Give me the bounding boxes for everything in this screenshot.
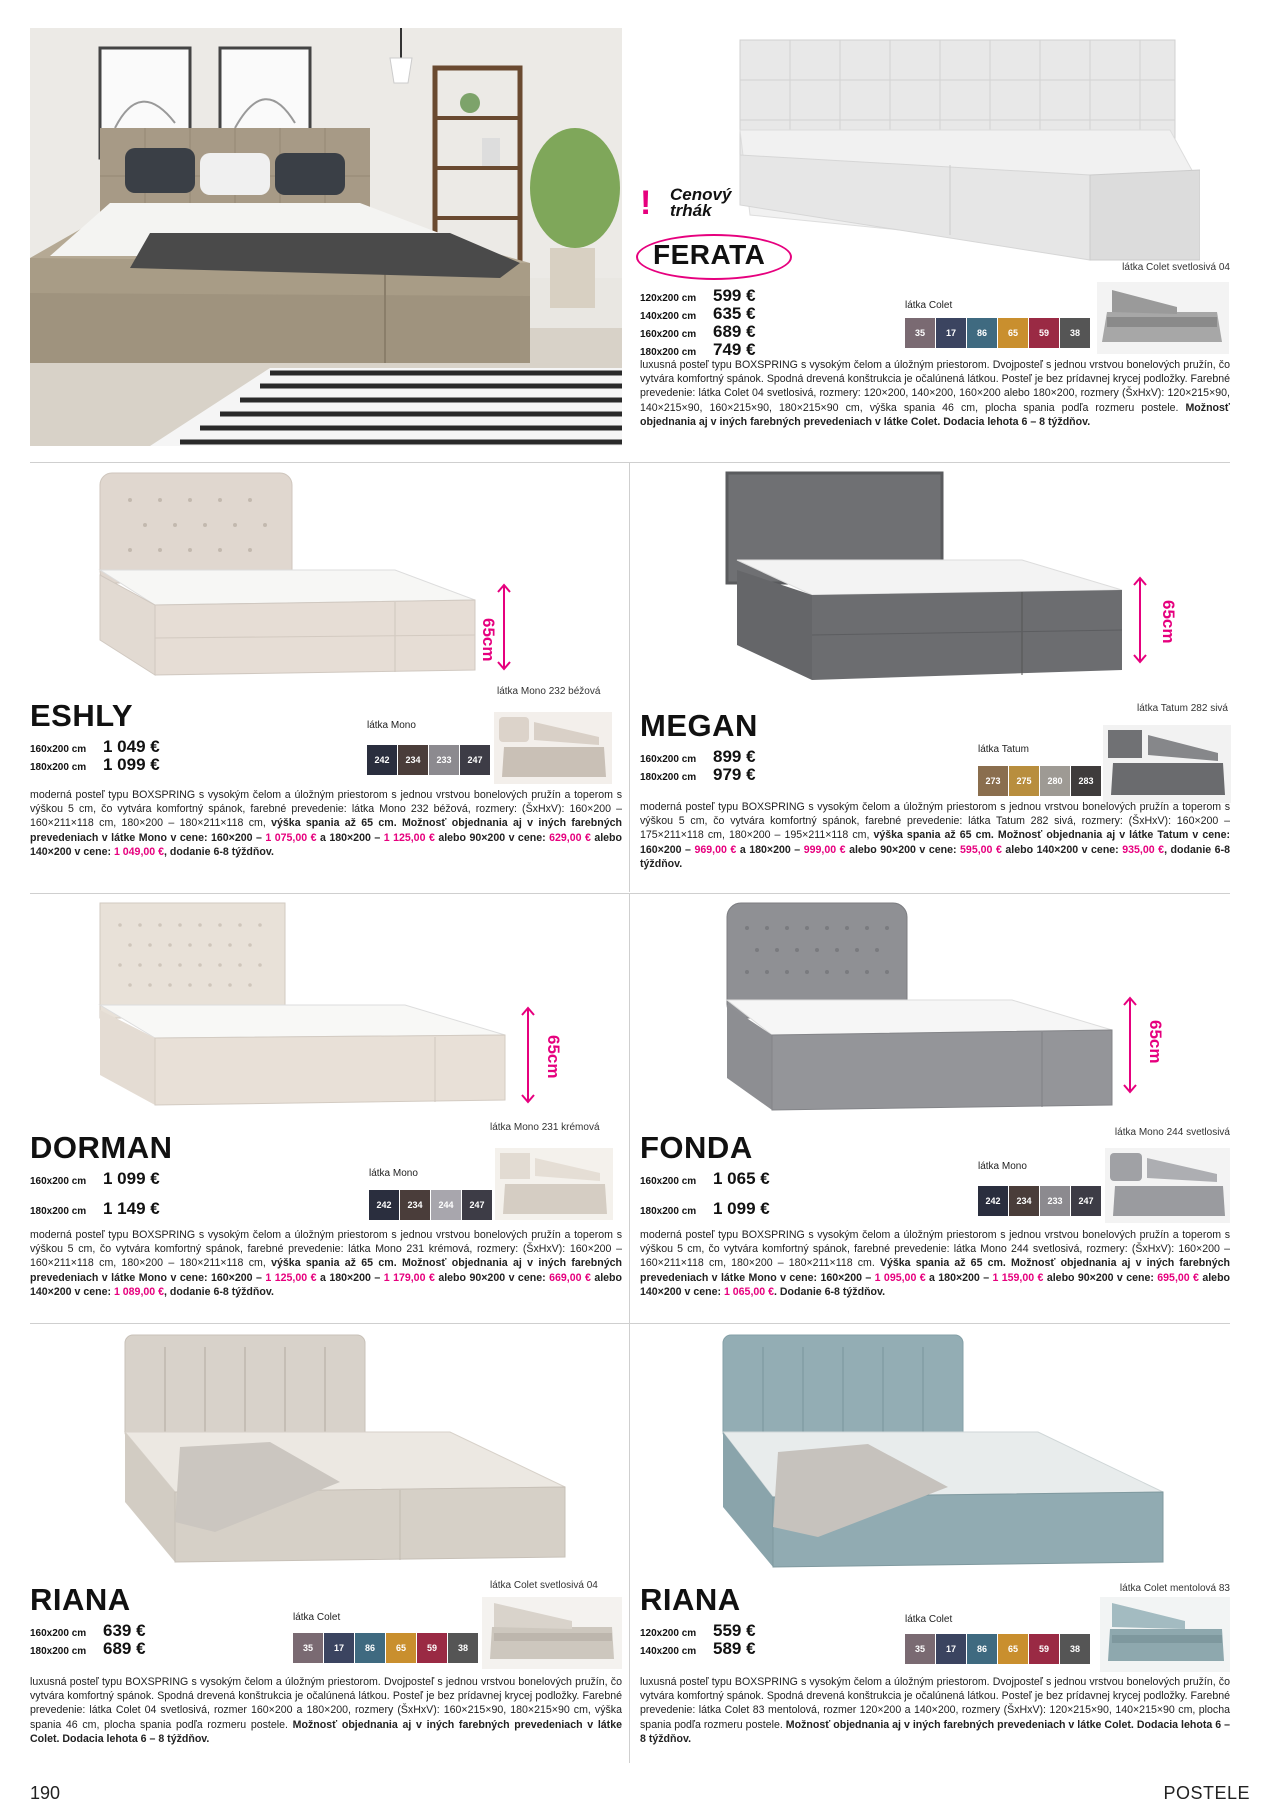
divider [30,1323,1230,1324]
swatch: 17 [936,318,966,348]
desc-bold: Výška spania až 65 cm. Možnosť objednania aj v iných farebných prevedeniach v látke Mono v cene: 160×200 – [640,1257,1230,1284]
megan-storage-thumb [1103,725,1231,803]
price-value: 559 € [713,1621,756,1640]
size-label: 180x200 cm [30,761,87,773]
price-row [30,1622,146,1640]
swatch: 247 [462,1190,492,1220]
badge-line1: Cenový [670,185,732,204]
desc-bold: Možnosť objednania aj v iných farebných prevedeniach v látke Colet. Dodacia lehota 6 – 8 týždňov. [30,1718,622,1745]
desc-bold: a 180×200 – [925,1271,993,1284]
swatch: 35 [293,1633,323,1663]
riana1-name: RIANA [30,1582,131,1617]
eshly-height-label: 65cm [479,618,498,662]
desc-price: 1 049,00 € [113,845,165,858]
desc-bold: . Dodanie 6-8 týždňov. [774,1285,886,1298]
riana1-storage-thumb [482,1597,622,1669]
desc-bold: alebo 140×200 v cene: [30,1271,622,1298]
riana2-description [640,1675,1230,1746]
fonda-name: FONDA [640,1130,753,1165]
riana1-product-photo [120,1332,580,1572]
size-label: 140x200 cm [640,310,697,322]
divider [30,462,1230,463]
desc-price: 1 125,00 € [265,1271,317,1284]
desc-price: 999,00 € [803,843,846,856]
fonda-height-indicator [1122,995,1138,1100]
fonda-caption: látka Mono 244 svetlosivá [1114,1127,1230,1138]
swatch: 247 [1071,1186,1101,1216]
desc-price: 1 095,00 € [874,1271,926,1284]
desc-text: moderná posteľ typu BOXSPRING s vysokým čelom a úložným priestorom s jednou vrstvou bonelových pružín a toperom s výškou 5 cm, čo vytvára komfortný spánok, farebné prevedenie: látka Mono 244 svetlosivá, rozmery: (ŠxHxV): 160×200 – 160×211×118 cm, 180×200 – 180×211×118 cm. [640,1229,1230,1270]
desc-bold: výška spania až 65 cm. Možnosť objednania aj v iných farebných prevedeniach v látke Mono v cene: 160×200 – [30,817,622,844]
desc-bold: alebo 90×200 v cene: [434,831,550,844]
swatch: 38 [1060,1634,1090,1664]
desc-text: moderná posteľ typu BOXSPRING s vysokým čelom a úložným priestorom s jednou vrstvou bonelových pružín a toperom s výškou 5 cm, čo vytvára komfortný spánok, farebné prevedenie: látka Mono 231 krémová, rozmery: (ŠxHxV): 160×200 – 160×211×118 cm, 180×200 – 180×211×118 cm, [30,1229,622,1270]
ferata-caption: látka Colet svetlosivá 04 [1122,262,1230,273]
price-row [640,287,756,305]
desc-bold: alebo 90×200 v cene: [845,843,961,856]
desc-text: luxusná posteľ typu BOXSPRING s vysokým čelom a úložným priestorom. Dvojposteľ s jednou vrstvou bonelových pružín, čo vytvára komfortný spánok. Spodná drevená konštrukcia je očalúnená látkou. Posteľ je bez prídavnej krycej podložky. Farebné prevedenie: látka Colet 04 svetlosivá, rozmer 160×200 a 180×200, rozmery (ŠxHxV): 160×215×90, 180×215×90 cm, výška spania 46 cm, plocha spania podľa rozmeru postele. [30,1676,622,1731]
swatch: 17 [936,1634,966,1664]
size-label: 180x200 cm [640,1205,697,1217]
price-value: 1 065 € [713,1169,770,1188]
swatch: 17 [324,1633,354,1663]
price-row [640,766,756,784]
swatch: 65 [998,1634,1028,1664]
riana2-storage-thumb [1100,1597,1230,1672]
section-title: POSTELE [1163,1783,1250,1803]
swatch: 273 [978,766,1008,796]
price-value: 1 099 € [103,1169,160,1188]
desc-price: 1 159,00 € [992,1271,1044,1284]
ferata-swatches [905,318,1090,348]
price-row [640,305,756,323]
desc-bold: a 180×200 – [736,843,804,856]
price-value: 1 149 € [103,1198,160,1218]
divider [30,893,1230,894]
ferata-description [640,358,1230,429]
price-row [30,738,160,756]
dorman-height-label: 65cm [544,1035,563,1079]
fonda-fabric-label: látka Mono [978,1161,1027,1172]
ferata-fabric-label: látka Colet [905,300,953,311]
desc-text: luxusná posteľ typu BOXSPRING s vysokým čelom a úložným priestorom. Dvojposteľ s jednou vrstvou bonelových pružín, čo vytvára komfortný spánok. Spodná drevená konštrukcia je očalúnená látkou. Posteľ je bez prídavnej krycej podložky. Farebné prevedenie: látka Colet 04 svetlosivá, rozmery: 120×200, 140×200, 160×200 alebo 180×200, rozmery (ŠxHxV): 120×215×90, 140×215×90, 160×215×90, 180×215×90 cm, výška spania 46 cm, plocha spania podľa rozmeru postele. [640,359,1230,414]
fonda-description [640,1228,1230,1299]
badge-line2: trhák [670,201,712,220]
price-row [640,323,756,341]
eshly-fabric-label: látka Mono [367,720,416,731]
dorman-height-indicator [520,1005,536,1110]
size-label: 180x200 cm [30,1645,87,1657]
swatch: 247 [460,745,490,775]
desc-price: 669,00 € [549,1271,591,1284]
swatch: 242 [367,745,397,775]
fonda-swatches [978,1186,1101,1216]
megan-name: MEGAN [640,708,758,743]
price-value: 899 € [713,747,756,766]
swatch: 234 [400,1190,430,1220]
desc-price: 1 089,00 € [113,1285,165,1298]
desc-bold: alebo 90×200 v cene: [1043,1271,1158,1284]
eshly-description [30,788,622,859]
riana1-prices [30,1622,146,1658]
swatch: 38 [1060,318,1090,348]
price-value: 689 € [103,1638,146,1658]
price-row [640,1622,756,1640]
riana2-name: RIANA [640,1582,741,1617]
desc-bold: , dodanie 6-8 týždňov. [640,843,1230,870]
ferata-name: FERATA [653,239,766,270]
dorman-storage-thumb [495,1148,613,1220]
dorman-name: DORMAN [30,1130,173,1165]
size-label: 160x200 cm [640,1176,697,1187]
price-row [640,1200,770,1218]
price-row [640,1640,756,1658]
fonda-storage-thumb [1105,1148,1230,1223]
swatch: 38 [448,1633,478,1663]
desc-price: 1 125,00 € [383,831,435,844]
riana1-swatches [293,1633,478,1663]
dorman-caption: látka Mono 231 krémová [490,1122,600,1133]
price-value: 1 049 € [103,737,160,756]
size-label: 160x200 cm [640,754,697,765]
riana2-swatches [905,1634,1090,1664]
swatch: 86 [355,1633,385,1663]
desc-bold: alebo 140×200 v cene: [30,831,622,858]
ferata-room-photo [30,28,622,446]
riana2-prices [640,1622,756,1658]
ferata-prices [640,287,756,358]
swatch: 65 [386,1633,416,1663]
desc-text: luxusná posteľ typu BOXSPRING s vysokým čelom a úložným priestorom. Dvojposteľ s jednou vrstvou bonelových pružín, čo vytvára komfortný spánok. Spodná drevená konštrukcia je očalúnená látkou. Posteľ je bez prídavnej krycej podložky. Farebné prevedenie: látka Colet 83 mentolová, rozmer 120×200 a 140×200, rozmery (ŠxHxV): 120×215×90, 140×215×90 cm, plocha spania podľa rozmeru postele. [640,1676,1230,1731]
size-label: 120x200 cm [640,293,697,304]
price-row [640,1170,770,1188]
megan-caption: látka Tatum 282 sivá [1137,703,1228,714]
swatch: 233 [429,745,459,775]
price-value: 1 099 € [713,1198,770,1218]
eshly-height-indicator [496,582,512,677]
price-value: 589 € [713,1638,756,1658]
price-value: 689 € [713,321,756,341]
eshly-storage-thumb [494,712,612,784]
swatch: 86 [967,318,997,348]
size-label: 180x200 cm [30,1205,87,1217]
desc-bold: Možnosť objednania aj v iných farebných prevedeniach v látke Colet. Dodacia lehota 6 – 8 týždňov. [640,1718,1230,1745]
eshly-caption: látka Mono 232 béžová [497,686,601,697]
divider [629,893,630,1323]
desc-bold: Možnosť objednania aj v iných farebných prevedeniach v látke Colet. Dodacia lehota 6 – 8 týždňov. [640,401,1230,428]
fonda-prices [640,1170,770,1218]
megan-swatches [978,766,1101,796]
swatch: 35 [905,318,935,348]
desc-bold: alebo 140×200 v cene: [1001,843,1123,856]
dorman-description [30,1228,622,1299]
megan-prices [640,748,756,784]
dorman-swatches [369,1190,492,1220]
swatch: 280 [1040,766,1070,796]
swatch: 35 [905,1634,935,1664]
size-label: 160x200 cm [30,744,87,755]
eshly-prices [30,738,160,774]
price-value: 639 € [103,1621,146,1640]
divider [629,462,630,892]
swatch: 242 [978,1186,1008,1216]
desc-bold: a 180×200 – [316,1271,384,1284]
fonda-product-photo [722,900,1122,1130]
price-value: 1 099 € [103,754,160,774]
exclamation-icon: ! [640,184,652,222]
megan-height-indicator [1132,575,1148,670]
desc-price: 1 075,00 € [265,831,317,844]
price-row [640,748,756,766]
price-row [30,1200,160,1218]
page-number: 190 [30,1783,61,1803]
desc-text: moderná posteľ typu BOXSPRING s vysokým čelom a úložným priestorom s jednou vrstvou bonelových pružín a toperom s výškou 5 cm, čo vytvára komfortný spánok, farebné prevedenie: látka Tatum 282 sivá, rozmery: (ŠxHxV): 160×200 – 175×211×118 cm, 180×200 – 195×211×118 cm, [640,801,1230,842]
swatch: 59 [1029,318,1059,348]
size-label: 160x200 cm [30,1628,87,1639]
desc-bold: , dodanie 6-8 týždňov. [164,1285,274,1298]
desc-price: 595,00 € [960,843,1002,856]
swatch: 283 [1071,766,1101,796]
price-row [30,1170,160,1188]
desc-price: 969,00 € [694,843,737,856]
swatch: 242 [369,1190,399,1220]
fonda-height-label: 65cm [1146,1020,1165,1064]
swatch: 86 [967,1634,997,1664]
desc-price: 1 065,00 € [723,1285,775,1298]
desc-price: 1 179,00 € [383,1271,435,1284]
dorman-product-photo [95,900,515,1120]
swatch: 59 [417,1633,447,1663]
size-label: 180x200 cm [640,771,697,783]
size-label: 120x200 cm [640,1628,697,1639]
price-value: 979 € [713,764,756,784]
size-label: 160x200 cm [640,328,697,340]
desc-bold: výška spania až 65 cm. Možnosť objednania aj v iných farebných prevedeniach v látke Mono v cene: 160×200 – [30,1257,622,1284]
megan-height-label: 65cm [1159,600,1178,644]
ferata-storage-thumb [1097,282,1229,354]
swatch: 244 [431,1190,461,1220]
dorman-prices [30,1170,160,1218]
swatch: 59 [1029,1634,1059,1664]
riana1-fabric-label: látka Colet [293,1612,341,1623]
divider [629,1323,630,1763]
eshly-name: ESHLY [30,698,134,733]
riana1-description [30,1675,622,1746]
desc-price: 935,00 € [1122,843,1165,856]
swatch: 65 [998,318,1028,348]
desc-bold: výška spania až 65 cm. Možnosť objednania aj v látke Tatum v cene: 160×200 – [640,829,1230,856]
riana2-caption: látka Colet mentolová 83 [1119,1583,1230,1594]
desc-bold: alebo 140×200 v cene: [640,1271,1231,1298]
megan-fabric-label: látka Tatum [978,744,1029,755]
ferata-product-photo [730,35,1200,265]
riana1-caption: látka Colet svetlosivá 04 [490,1580,598,1591]
desc-bold: alebo 90×200 v cene: [434,1271,550,1284]
swatch: 234 [398,745,428,775]
desc-bold: , dodanie 6-8 týždňov. [164,845,274,858]
desc-price: 695,00 € [1157,1271,1199,1284]
megan-product-photo [722,470,1132,705]
eshly-product-photo [95,470,495,695]
swatch: 275 [1009,766,1039,796]
price-row [30,1640,146,1658]
swatch: 233 [1040,1186,1070,1216]
megan-description [640,800,1230,871]
eshly-swatches [367,745,490,775]
riana2-fabric-label: látka Colet [905,1614,953,1625]
price-value: 599 € [713,286,756,305]
swatch: 234 [1009,1186,1039,1216]
dorman-fabric-label: látka Mono [369,1168,418,1179]
price-value: 749 € [713,339,756,359]
desc-bold: a 180×200 – [316,831,384,844]
price-row [30,756,160,774]
size-label: 180x200 cm [640,346,697,358]
size-label: 140x200 cm [640,1645,697,1657]
desc-text: moderná posteľ typu BOXSPRING s vysokým čelom a úložným priestorom s jednou vrstvou bonelových pružín a toperom s výškou 5 cm, čo vytvára komfortný spánok, farebné prevedenie: látka Mono 232 béžová, rozmery: (ŠxHxV): 160×200 – 160×211×118 cm, 180×200 – 180×211×118 cm, [30,789,622,830]
desc-price: 629,00 € [549,831,591,844]
riana2-product-photo [718,1332,1178,1577]
price-row [640,341,756,359]
size-label: 160x200 cm [30,1176,87,1187]
price-value: 635 € [713,303,756,323]
